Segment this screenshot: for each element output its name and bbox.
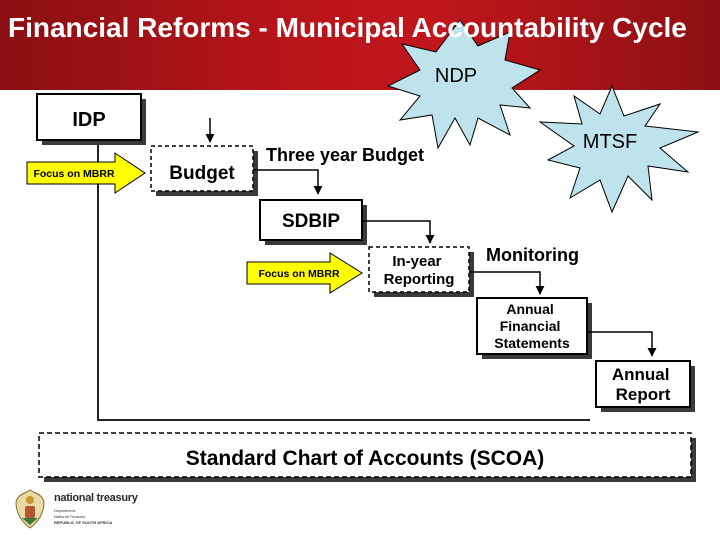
ndp-label: NDP [434,65,478,87]
focus-mbrr-callout-1 [27,153,145,193]
annual-financial-statements-box [477,298,592,359]
focus-mbrr-callout-2 [247,253,362,293]
idp-box [37,94,146,145]
three-year-budget-label: Three year Budget [266,145,425,165]
logo-line-2: National Treasury [54,514,86,519]
scoa-label: Standard Chart of Accounts (SCOA) [185,447,545,470]
in-year-line-2: Reporting [383,271,455,288]
annual-report-box [596,361,695,412]
mtsf-label: MTSF [582,131,638,153]
national-treasury-logo [14,488,174,532]
afs-line-3: Statements [494,335,570,351]
budget-box [151,146,258,196]
annual-report-line-1: Annual [611,365,670,384]
annual-report-line-2: Report [615,385,671,404]
svg-text:In-year Reporting [384,253,455,288]
sdbip-box [260,200,367,245]
afs-line-1: Annual [506,301,554,317]
slide-title: Financial Reforms - Municipal Accountability Cycle [8,12,687,43]
in-year-line-1: In-year [392,253,442,270]
logo-line-3: REPUBLIC OF SOUTH AFRICA [54,520,113,525]
logo-line-1: Department: [54,508,77,513]
monitoring-label: Monitoring [486,245,579,265]
sdbip-label: SDBIP [281,211,341,232]
focus-mbrr-label-2: Focus on MBRR [258,268,340,280]
afs-line-2: Financial [499,318,561,334]
arrow-in-year-to-afs [469,272,540,294]
focus-mbrr-label-1: Focus on MBRR [33,168,115,180]
idp-label: IDP [72,109,106,131]
coat-of-arms-icon [14,488,46,530]
svg-text:Annual Report [612,365,674,404]
scoa-box [39,433,696,482]
arrow-sdbip-to-in-year [362,221,430,243]
in-year-reporting-box [369,247,474,297]
budget-label: Budget [169,163,235,184]
logo-name: national treasury [54,492,138,504]
arrow-afs-to-annual-report [587,332,652,356]
arrow-budget-to-sdbip [253,170,318,194]
